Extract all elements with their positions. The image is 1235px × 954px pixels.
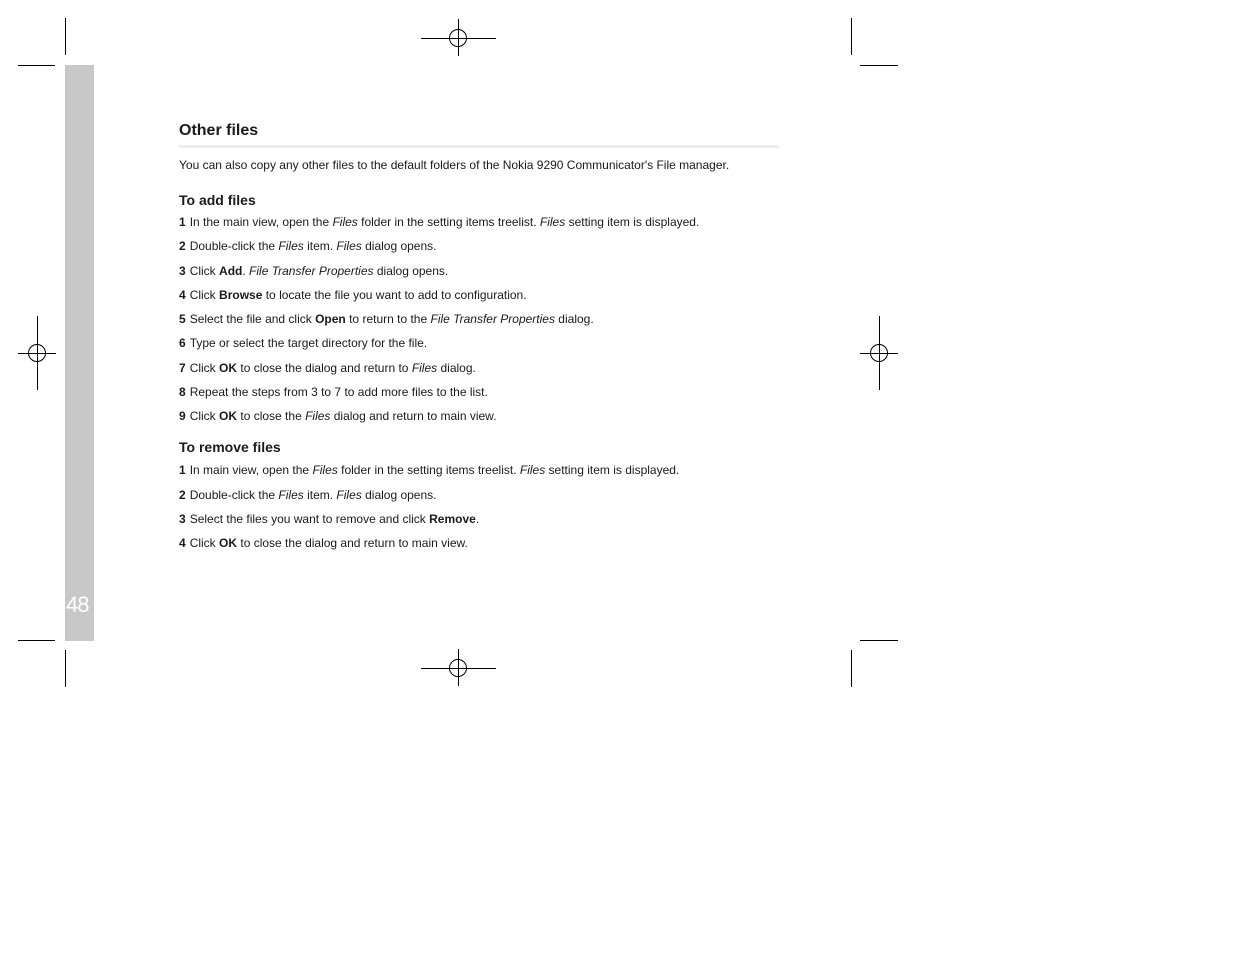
remove-files-steps	[179, 463, 779, 551]
step-item: 4 Click Browse to locate the file you want to add to configuration.	[179, 287, 527, 302]
step-item: 1 In main view, open the Files folder in the setting items treelist. Files setting item is displayed.	[179, 463, 680, 478]
step-item: 6 Type or select the target directory for the file.	[179, 336, 428, 351]
section-title: Other files	[179, 122, 259, 139]
remove-files-heading: To remove files	[179, 439, 281, 456]
step-item: 2 Double-click the Files item. Files dialog opens.	[179, 239, 437, 254]
step-item: 2 Double-click the Files item. Files dialog opens.	[179, 487, 437, 502]
crop-mark	[851, 18, 852, 55]
step-item: 1 In the main view, open the Files folder in the setting items treelist. Files setting item is displayed.	[179, 215, 700, 229]
step-item: 4 Click OK to close the dialog and return to main view.	[179, 536, 468, 551]
add-files-steps	[179, 215, 779, 424]
step-item: 5 Select the file and click Open to return to the File Transfer Properties dialog.	[179, 312, 594, 327]
crop-mark	[65, 650, 66, 687]
page-content	[179, 118, 779, 561]
add-files-heading: To add files	[179, 192, 256, 208]
step-item: 8 Repeat the steps from 3 to 7 to add more files to the list.	[179, 385, 488, 400]
crop-mark	[860, 65, 898, 66]
crop-mark	[851, 650, 852, 687]
step-item: 7 Click OK to close the dialog and return to Files dialog.	[179, 360, 476, 375]
step-item: 9 Click OK to close the Files dialog and return to main view.	[179, 409, 497, 424]
crop-mark	[860, 640, 898, 641]
step-item: 3 Select the files you want to remove and click Remove.	[179, 511, 480, 526]
crop-mark	[18, 65, 55, 66]
title-divider	[179, 145, 779, 148]
crop-mark	[18, 640, 55, 641]
crop-mark	[65, 18, 66, 55]
page-number: 48	[66, 592, 89, 617]
intro-paragraph: You can also copy any other files to the default folders of the Nokia 9290 Communicator's File manager.	[179, 158, 730, 172]
page-sidebar	[65, 65, 94, 641]
step-item: 3 Click Add. File Transfer Properties dialog opens.	[179, 263, 449, 278]
